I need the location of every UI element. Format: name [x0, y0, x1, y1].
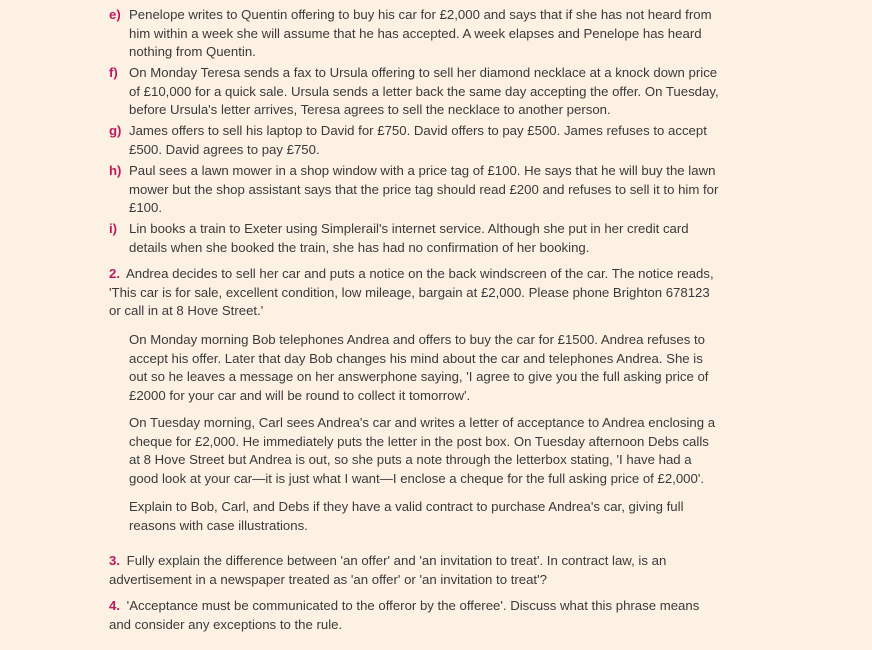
question-number: 3. [109, 553, 120, 568]
item-text: Penelope writes to Quentin offering to buy his car for £2,000 and says that if she has not heard from him within a week she will assume that he has accepted. A week elapses and Penelope has heard nothing from Quentin. [129, 7, 712, 60]
exercise-item-g [109, 122, 719, 159]
item-letter: f) [109, 65, 118, 80]
exercise-item-e [109, 6, 719, 62]
item-text: Paul sees a lawn mower in a shop window with a price tag of £100. He says that he will buy the lawn mower but the shop assistant says that the price tag should read £200 and refuses to sell it to him for £100. [129, 163, 719, 216]
item-text: Lin books a train to Exeter using Simplerail's internet service. Although she put in her credit card details when she booked the train, she has had no confirmation of her booking. [129, 221, 689, 255]
exercise-item-f [109, 64, 719, 120]
paragraph-text: On Tuesday morning, Carl sees Andrea's car and writes a letter of acceptance to Andrea enclosing a cheque for £2,000. He immediately puts the letter in the post box. On Tuesday afternoon Debs calls at 8 Hove Street but Andrea is out, so she puts a note through the letterbox stating, 'I have had a good look at your car—it is just what I want—I enclose a cheque for the full asking price of £2,000'. [129, 415, 716, 486]
paragraph-text: On Monday morning Bob telephones Andrea and offers to buy the car for £1500. Andrea refuses to accept his offer. Later that day Bob changes his mind about the car and telephones Andrea. She is out so he leaves a message on her answerphone saying, 'I agree to give you the full asking price of £2000 for your car and will be round to collect it tomorrow'. [129, 332, 709, 403]
exercise-item-h [109, 162, 719, 218]
question-text: 'Acceptance must be communicated to the offeror by the offeree'. Discuss what this phrase means and consider any exceptions to the rule. [109, 598, 700, 632]
item-letter: h) [109, 163, 122, 178]
question-number: 4. [109, 598, 120, 613]
exercise-item-i [109, 220, 719, 257]
item-text: James offers to sell his laptop to David for £750. David offers to pay £500. James refuses to accept £500. David agrees to pay £750. [129, 123, 707, 157]
item-text: On Monday Teresa sends a fax to Ursula offering to sell her diamond necklace at a knock down price of £10,000 for a quick sale. Ursula sends a letter back the same day accepting the offer. On Tuesday, before Ursula's letter arrives, Teresa agrees to sell the necklace to another person. [129, 65, 719, 118]
question-number: 2. [109, 266, 120, 281]
question-2-paragraph-bob [129, 331, 719, 405]
question-4 [109, 597, 719, 634]
question-text: Fully explain the difference between 'an offer' and 'an invitation to treat'. In contract law, is an advertisement in a newspaper treated as 'an offer' or 'an invitation to treat'? [109, 553, 667, 587]
paragraph-text: Explain to Bob, Carl, and Debs if they have a valid contract to purchase Andrea's car, giving full reasons with case illustrations. [129, 499, 684, 533]
item-letter: i) [109, 221, 118, 236]
item-letter: e) [109, 7, 121, 22]
question-intro: Andrea decides to sell her car and puts a notice on the back windscreen of the car. The notice reads, 'This car is for sale, excellent condition, low mileage, bargain at £2,000. Please phone Brighton 678123 or call in at 8 Hove Street.' [109, 266, 714, 319]
question-2 [109, 265, 719, 321]
question-3 [109, 552, 719, 589]
question-2-paragraph-carl-debs [129, 414, 719, 488]
item-letter: g) [109, 123, 122, 138]
question-2-paragraph-instruction [129, 498, 719, 535]
